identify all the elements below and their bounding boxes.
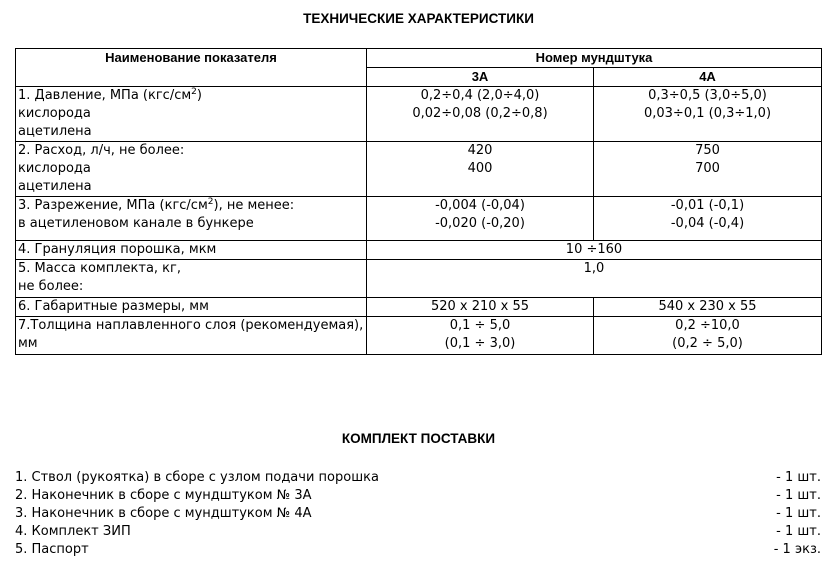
cell-3a-consumption: 420 400 [367,142,594,197]
table-row [16,87,822,142]
kit-item-qty: - 1 шт. [776,488,821,503]
row-label-thickness: 7.Толщина наплавленного слоя (рекомендуемая), мм [16,317,367,355]
list-item [15,523,821,541]
kit-item-name: 2. Наконечник в сборе с мундштуком № 3А [15,488,312,503]
cell-4a-thickness: 0,2 ÷10,0 (0,2 ÷ 5,0) [594,317,822,355]
kit-item-qty: - 1 экз. [773,542,821,557]
table-header-row [16,49,822,68]
cell-4a-consumption: 750 700 [594,142,822,197]
specs-table [15,48,822,355]
row-label-granulation: 4. Грануляция порошка, мкм [16,241,367,260]
kit-item-name: 4. Комплект ЗИП [15,524,131,539]
cell-4a-dimensions: 540 х 230 х 55 [594,298,822,317]
table-row [16,298,822,317]
table-row [16,317,822,355]
cell-4a-pressure: 0,3÷0,5 (3,0÷5,0) 0,03÷0,1 (0,3÷1,0) [594,87,822,142]
cell-3a-dimensions: 520 х 210 х 55 [367,298,594,317]
cell-4a-vacuum: -0,01 (-0,1) -0,04 (-0,4) [594,197,822,241]
cell-mass: 1,0 [367,260,822,298]
table-row [16,260,822,298]
row-label-vacuum: 3. Разрежение, МПа $(кгс/см^2)$, не менее: в ацетиленовом канале в бункере [16,197,367,241]
cell-granulation: 10 ÷160 [367,241,822,260]
kit-item-qty: - 1 шт. [776,470,821,485]
header-name: Наименование показателя [16,49,367,87]
cell-3a-thickness: 0,1 ÷ 5,0 (0,1 ÷ 3,0) [367,317,594,355]
kit-item-name: 5. Паспорт [15,542,89,557]
header-col-4a: 4А [594,68,822,87]
table-row [16,197,822,241]
cell-3a-vacuum: -0,004 (-0,04) -0,020 (-0,20) [367,197,594,241]
table-row [16,241,822,260]
header-nozzle: Номер мундштука [367,49,822,68]
row-label-mass: 5. Масса комплекта, кг, не более: [16,260,367,298]
cell-3a-pressure: 0,2÷0,4 (2,0÷4,0) 0,02÷0,08 (0,2÷0,8) [367,87,594,142]
kit-list [15,469,821,559]
row-label-consumption: 2. Расход, л/ч, не более: кислорода ацетилена [16,142,367,197]
header-col-3a: 3А [367,68,594,87]
specs-title: ТЕХНИЧЕСКИЕ ХАРАКТЕРИСТИКИ [303,11,534,26]
kit-title: КОМПЛЕКТ ПОСТАВКИ [341,431,496,446]
list-item [15,469,821,487]
list-item [15,505,821,523]
table-row [16,142,822,197]
kit-item-qty: - 1 шт. [776,506,821,521]
kit-item-qty: - 1 шт. [776,524,821,539]
kit-item-name: 1. Ствол (рукоятка) в сборе с узлом подачи порошка [15,470,379,485]
kit-item-name: 3. Наконечник в сборе с мундштуком № 4А [15,506,312,521]
row-label-dimensions: 6. Габаритные размеры, мм [16,298,367,317]
row-label-pressure: 1. Давление, МПа $(кгс/см^2)$ кислорода ацетилена [16,87,367,142]
list-item [15,487,821,505]
list-item [15,541,821,559]
